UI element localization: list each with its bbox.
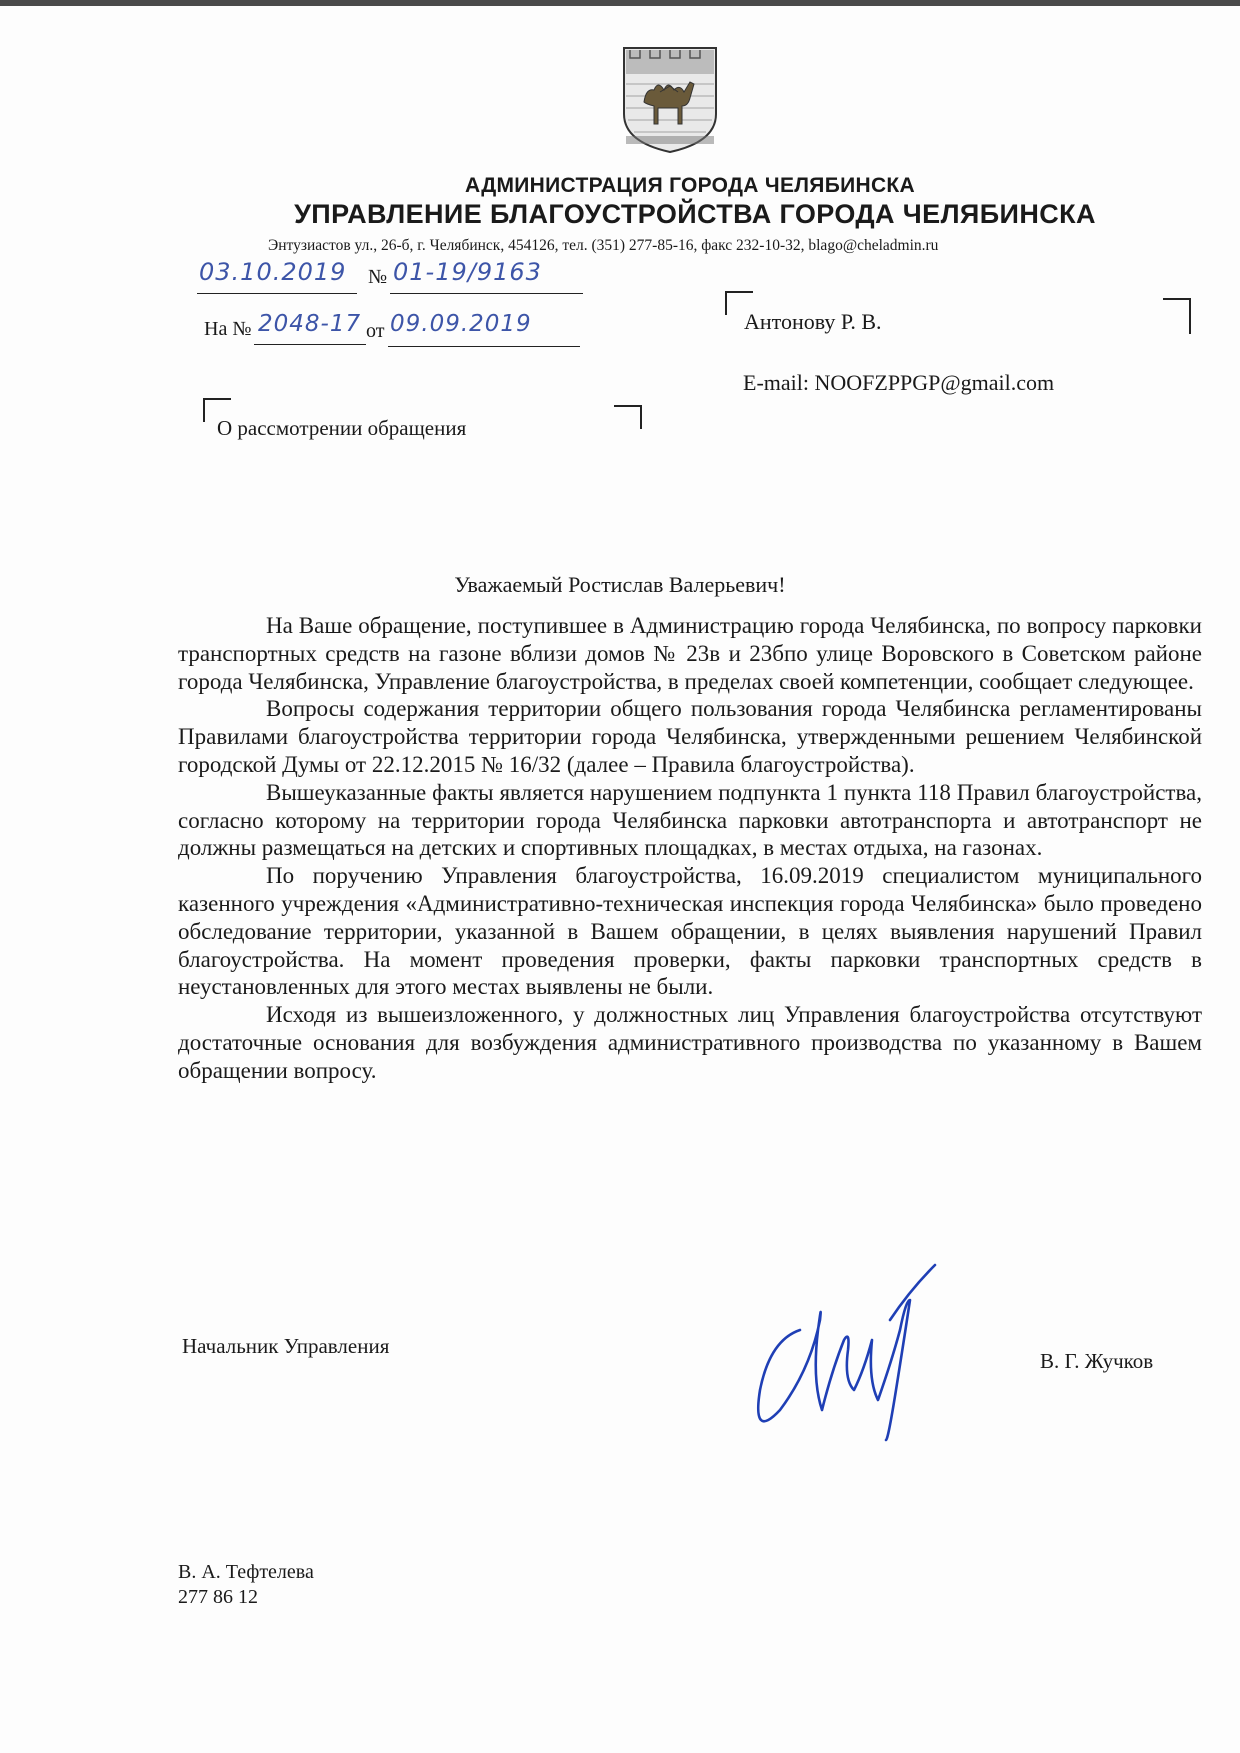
outgoing-date: 03.10.2019 bbox=[199, 258, 347, 286]
signatory-name: В. Г. Жучков bbox=[1040, 1349, 1154, 1373]
reference-number-line bbox=[254, 344, 366, 345]
body-paragraph: Вышеуказанные факты является нарушением подпункта 1 пункта 118 Правил благоустройства, согласно которому на территории города Челябинска парковки автотранспорта и автотранспорт не должны размещаться на детских и спортивных площадках, в местах отдыха, на газонах. bbox=[178, 779, 1202, 861]
recipient-corner-right bbox=[1163, 298, 1191, 334]
scan-border bbox=[0, 0, 1240, 6]
coat-of-arms-icon bbox=[620, 44, 720, 154]
signatory-position: Начальник Управления bbox=[182, 1334, 390, 1358]
outgoing-date-line bbox=[197, 293, 357, 294]
outgoing-number-line bbox=[390, 293, 583, 294]
organization-name: АДМИНИСТРАЦИЯ ГОРОДА ЧЕЛЯБИНСКА bbox=[464, 174, 915, 197]
body-paragraph: Вопросы содержания территории общего пользования города Челябинска регламентированы Правилами благоустройства территории города Челябинска, утвержденными решением Челябинской городской Думы от 22.12.2015 № 16/32 (далее – Правила благоустройства). bbox=[178, 696, 1202, 777]
outgoing-number: 01-19/9163 bbox=[393, 258, 542, 286]
executor-phone: 277 86 12 bbox=[178, 1586, 258, 1608]
reference-number: 2048-17 bbox=[258, 311, 362, 337]
department-name: УПРАВЛЕНИЕ БЛАГОУСТРОЙСТВА ГОРОДА ЧЕЛЯБИНСКА bbox=[294, 199, 1096, 229]
executor-name: В. А. Тефтелева bbox=[178, 1561, 314, 1583]
outgoing-number-label: № bbox=[368, 266, 388, 288]
subject-corner-right bbox=[614, 405, 642, 429]
greeting: Уважаемый Ростислав Валерьевич! bbox=[454, 572, 786, 597]
letter-body bbox=[178, 612, 1202, 1085]
recipient-email: E-mail: NOOFZPPGP@gmail.com bbox=[743, 370, 1055, 395]
reference-date: 09.09.2019 bbox=[390, 311, 532, 337]
recipient-name: Антонову Р. В. bbox=[744, 309, 882, 334]
body-paragraph: По поручению Управления благоустройства, 16.09.2019 специалистом муниципального казенного учреждения «Административно-техническая инспекция города Челябинска» было проведено обследование территории, указанной в Вашем обращении, в целях выявления нарушений Правил благоустройства. На момент проведения проверки, факты парковки транспортных средств в неустановленных для этого местах выявлены не были. bbox=[178, 863, 1202, 1000]
handwritten-signature bbox=[740, 1260, 970, 1450]
body-paragraph: Исходя из вышеизложенного, у должностных лиц Управления благоустройства отсутствуют достаточные основания для возбуждения административного производства по указанному в Вашем обращении вопросу. bbox=[178, 1002, 1202, 1083]
reference-prefix: На № bbox=[204, 318, 252, 340]
reference-date-line bbox=[388, 346, 580, 347]
letter-subject: О рассмотрении обращения bbox=[217, 416, 467, 440]
organization-address: Энтузиастов ул., 26-б, г. Челябинск, 454126, тел. (351) 277-85-16, факс 232-10-32, blago@cheladmin.ru bbox=[268, 237, 939, 254]
reference-date-label: от bbox=[366, 320, 385, 342]
body-paragraph: На Ваше обращение, поступившее в Администрацию города Челябинска, по вопросу парковки транспортных средств на газоне вблизи домов № 23в и 23бпо улице Воровского в Советском районе города Челябинска, Управление благоустройства, в пределах своей компетенции, сообщает следующее. bbox=[178, 613, 1202, 694]
